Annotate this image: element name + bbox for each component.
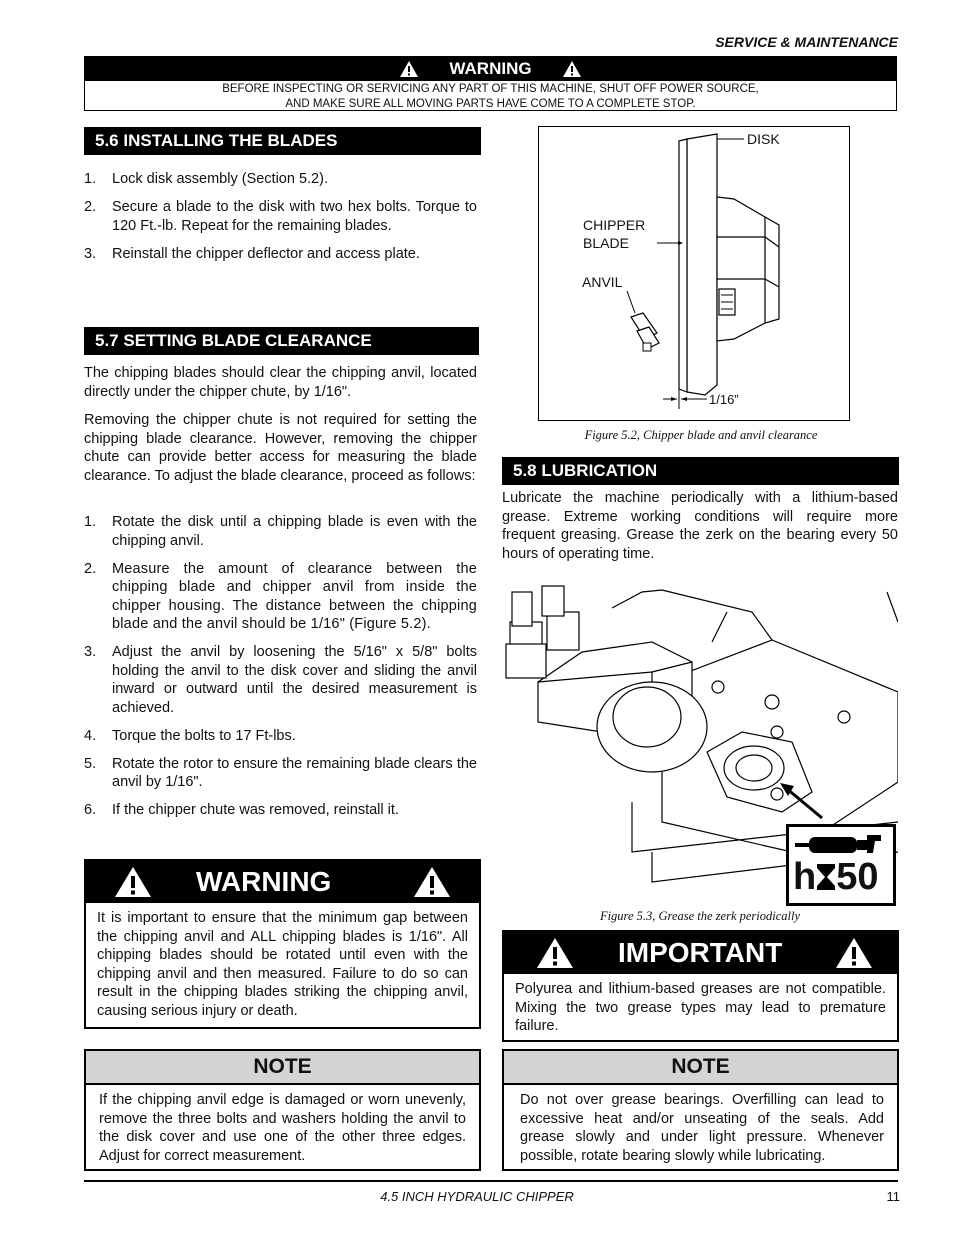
warning-triangle-icon <box>835 937 873 969</box>
list-item <box>84 643 477 717</box>
warning-box-title: WARNING <box>196 866 332 897</box>
grease-interval-badge <box>786 824 896 906</box>
step-text: If the chipper chute was removed, reinstall it. <box>112 802 399 818</box>
list-item <box>84 198 477 235</box>
top-warning-banner <box>84 56 897 111</box>
step-text: Lock disk assembly (Section 5.2). <box>112 171 328 187</box>
step-text: Torque the bolts to 17 Ft-lbs. <box>112 727 296 744</box>
list-item <box>84 170 477 189</box>
blade-clearance-steps <box>84 513 477 829</box>
important-box <box>502 930 899 1042</box>
important-box-text: Polyurea and lithium-based greases are not compatible. Mixing the two grease types may lead to premature failure. <box>515 981 886 1034</box>
footer-title: 4.5 INCH HYDRAULIC CHIPPER <box>380 1189 574 1204</box>
note-box-right <box>502 1049 899 1171</box>
label-disk: DISK <box>747 131 780 147</box>
section-heading-5-8: 5.8 LUBRICATION <box>502 457 899 485</box>
warning-triangle-icon <box>399 60 419 78</box>
warning-triangle-icon <box>562 60 582 78</box>
step-number: 3. <box>84 245 97 262</box>
step-number: 6. <box>84 802 97 818</box>
hours-h: h <box>793 856 817 898</box>
step-number: 5. <box>84 755 97 772</box>
top-warning-title-bar <box>85 57 896 81</box>
top-warning-line: AND MAKE SURE ALL MOVING PARTS HAVE COME TO A COMPLETE STOP. <box>285 98 696 110</box>
warning-triangle-icon <box>413 866 451 898</box>
section-heading-5-6: 5.6 INSTALLING THE BLADES <box>84 127 481 155</box>
list-item <box>84 513 477 550</box>
page-number: 11 <box>886 1189 900 1204</box>
note-box-left <box>84 1049 481 1171</box>
section-heading-5-7: 5.7 SETTING BLADE CLEARANCE <box>84 327 479 355</box>
blade-clearance-paragraph: Removing the chipper chute is not required for setting the chipping blade clearance. However, removing the chipper chute can provide better access for measuring the blade clearance. To adjust the blade clearance, proceed as follows: <box>84 412 477 484</box>
step-number: 1. <box>84 514 97 530</box>
warning-triangle-icon <box>536 937 574 969</box>
list-item <box>84 245 477 264</box>
label-chipper: CHIPPER <box>583 217 646 233</box>
step-number: 3. <box>84 644 97 660</box>
top-warning-text <box>85 82 896 112</box>
list-item <box>84 727 477 746</box>
step-text: Measure the amount of clearance between the chipping blade and chipper anvil from inside the chipper housing. The distance between the chipping blade and the anvil should be 1/16" (Figure 5.2). <box>112 560 477 632</box>
label-chipper-blade <box>583 216 645 252</box>
warning-triangle-icon <box>114 866 152 898</box>
label-blade: BLADE <box>583 235 629 251</box>
warning-box <box>84 859 481 1029</box>
note-left-title: NOTE <box>86 1051 479 1085</box>
hours-value: 50 <box>836 856 879 898</box>
warning-box-header <box>86 861 479 903</box>
step-text: Secure a blade to the disk with two hex bolts. Torque to 120 Ft.-lb. Repeat for the remaining blades. <box>112 199 477 234</box>
warning-box-text: It is important to ensure that the minimum gap between the chipping anvil and ALL chipping blades is 1/16". All chipping blades should be rotated until even with the chipping anvil and then measured. Failure to do so can result in the chipping blades striking the chipping anvil, causing serious injury or death. <box>97 910 468 1019</box>
note-right-text: Do not over grease bearings. Overfilling can lead to excessive heat and/or unseating of the seals. Add grease slowly and under light pressure. Whenever possible, rotate bearing slowly while lubricating. <box>520 1092 884 1164</box>
step-text: Rotate the disk until a chipping blade is even with the chipping anvil. <box>112 514 477 549</box>
figure-blade-anvil-clearance <box>538 126 850 421</box>
step-number: 4. <box>84 727 97 744</box>
step-number: 1. <box>84 171 97 187</box>
note-left-text: If the chipping anvil edge is damaged or worn unevenly, remove the three bolts and washers holding the anvil to the disk cover and use one of the other three edges. Adjust for correct measurement. <box>99 1092 466 1164</box>
hourglass-icon <box>816 862 836 892</box>
list-item <box>84 755 477 792</box>
disk-plate <box>687 134 717 395</box>
blade-clearance-intro: The chipping blades should clear the chipping anvil, located directly under the chipper chute, by 1/16". <box>84 365 477 400</box>
figure-grease-zerk <box>502 582 898 904</box>
step-text: Adjust the anvil by loosening the 5/16" x 5/8" bolts holding the anvil to the disk cover and sliding the anvil inward or outward until the desired measurement is achieved. <box>112 644 477 716</box>
footer-rule <box>84 1180 898 1182</box>
list-item <box>84 560 477 634</box>
lubrication-paragraph: Lubricate the machine periodically with a lithium-based grease. Extreme working conditions will require more frequent greasing. Grease the zerk on the bearing every 50 hours of operating time. <box>502 490 898 562</box>
note-right-title: NOTE <box>504 1051 897 1085</box>
blade-bracket <box>717 197 779 341</box>
step-text: Reinstall the chipper deflector and access plate. <box>112 245 420 262</box>
important-box-header <box>504 932 897 974</box>
grease-interval-label <box>793 857 879 897</box>
important-box-title: IMPORTANT <box>618 937 783 968</box>
list-item <box>84 801 477 820</box>
step-number: 2. <box>84 199 97 215</box>
page-section-header: SERVICE & MAINTENANCE <box>715 34 898 50</box>
grease-gun-icon <box>795 831 885 859</box>
label-gap: 1/16” <box>709 392 739 407</box>
figure-5-3-caption: Figure 5.3, Grease the zerk periodically <box>599 909 801 923</box>
top-warning-title: WARNING <box>449 59 532 78</box>
figure-5-2-caption: Figure 5.2, Chipper blade and anvil clearance <box>584 428 818 442</box>
top-warning-line: BEFORE INSPECTING OR SERVICING ANY PART OF THIS MACHINE, SHUT OFF POWER SOURCE, <box>222 83 759 95</box>
step-text: Rotate the rotor to ensure the remaining blade clears the anvil by 1/16". <box>112 755 477 790</box>
installing-blades-steps <box>84 170 477 273</box>
label-anvil: ANVIL <box>582 274 623 290</box>
step-number: 2. <box>84 560 97 577</box>
